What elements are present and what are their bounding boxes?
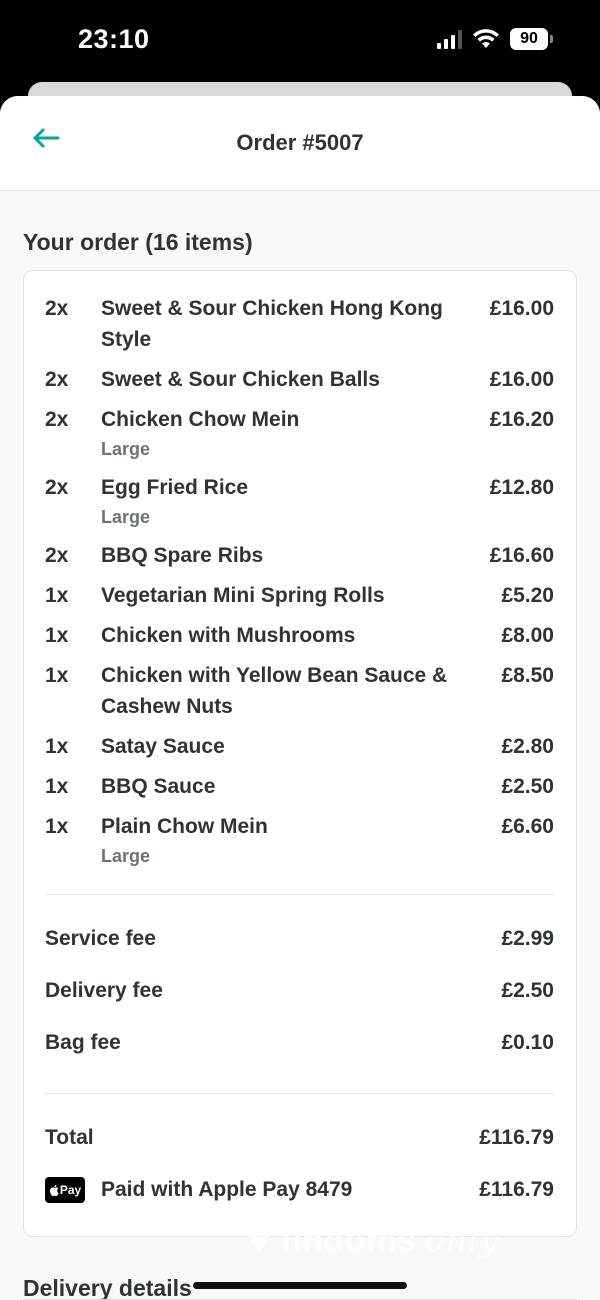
order-section-title: Your order (16 items) bbox=[23, 229, 253, 255]
item-quantity: 2x bbox=[45, 297, 69, 320]
fee-label: Service fee bbox=[45, 927, 156, 950]
payment-amount: £116.79 bbox=[479, 1178, 554, 1201]
item-details bbox=[101, 660, 501, 722]
item-name: BBQ Spare Ribs bbox=[101, 544, 264, 567]
order-sheet bbox=[0, 96, 600, 1300]
fee-amount: £2.50 bbox=[501, 979, 554, 1002]
order-item-row bbox=[45, 472, 554, 531]
home-indicator[interactable] bbox=[193, 1282, 407, 1289]
fee-label: Bag fee bbox=[45, 1031, 121, 1054]
item-details bbox=[101, 731, 501, 762]
total-row bbox=[45, 1112, 554, 1164]
item-name: Chicken with Yellow Bean Sauce & Cashew Nuts bbox=[101, 664, 448, 718]
payment-method bbox=[45, 1177, 352, 1203]
apple-pay-badge-text: Pay bbox=[59, 1183, 82, 1197]
item-details bbox=[101, 620, 501, 651]
item-details bbox=[101, 580, 501, 611]
watermark bbox=[246, 1215, 499, 1264]
item-quantity: 1x bbox=[45, 775, 69, 798]
item-quantity: 2x bbox=[45, 408, 69, 431]
item-details bbox=[101, 811, 501, 870]
order-item-row bbox=[45, 660, 554, 722]
item-quantity: 2x bbox=[45, 476, 69, 499]
item-details bbox=[101, 540, 490, 571]
item-price: £5.20 bbox=[501, 584, 554, 607]
item-price: £16.00 bbox=[489, 368, 554, 391]
order-item-row bbox=[45, 293, 554, 355]
arrow-left-icon bbox=[32, 128, 60, 148]
item-price: £16.00 bbox=[489, 297, 554, 320]
fee-label: Delivery fee bbox=[45, 979, 163, 1002]
item-price: £16.20 bbox=[489, 408, 554, 431]
fee-row bbox=[45, 1017, 554, 1069]
item-name: Satay Sauce bbox=[101, 735, 225, 758]
order-card bbox=[23, 270, 577, 1237]
item-name: Chicken with Mushrooms bbox=[101, 624, 356, 647]
payment-label: Paid with Apple Pay 8479 bbox=[101, 1178, 353, 1201]
item-name: Egg Fried Rice bbox=[101, 476, 249, 499]
item-details bbox=[101, 472, 490, 531]
item-price: £16.60 bbox=[489, 544, 554, 567]
order-item-row bbox=[45, 731, 554, 762]
item-quantity: 1x bbox=[45, 624, 69, 647]
apple-pay-badge bbox=[45, 1177, 85, 1203]
item-price: £8.50 bbox=[501, 664, 554, 687]
item-price: £2.50 bbox=[501, 775, 554, 798]
item-quantity: 2x bbox=[45, 544, 69, 567]
item-quantity: 1x bbox=[45, 584, 69, 607]
order-item-row bbox=[45, 580, 554, 611]
total-label: Total bbox=[45, 1126, 94, 1149]
apple-logo-icon bbox=[49, 1184, 59, 1196]
fees-list bbox=[45, 895, 554, 1069]
order-item-row bbox=[45, 811, 554, 870]
item-name: Sweet & Sour Chicken Balls bbox=[101, 368, 380, 391]
item-details bbox=[101, 404, 490, 463]
status-time: 23:10 bbox=[78, 24, 150, 54]
order-item-row bbox=[45, 364, 554, 395]
order-items-list bbox=[45, 293, 554, 870]
battery-icon: 90 bbox=[510, 28, 548, 50]
item-option: Large bbox=[101, 846, 151, 866]
total-amount: £116.79 bbox=[479, 1126, 554, 1149]
item-option: Large bbox=[101, 439, 151, 459]
status-icons bbox=[437, 28, 548, 50]
totals bbox=[45, 1094, 554, 1216]
fee-amount: £2.99 bbox=[501, 927, 554, 950]
order-item-row bbox=[45, 540, 554, 571]
page-title: Order #5007 bbox=[236, 130, 364, 155]
heart-icon: ♥ bbox=[246, 1215, 273, 1264]
signal-icon bbox=[437, 29, 462, 49]
item-quantity: 1x bbox=[45, 735, 69, 758]
item-quantity: 2x bbox=[45, 368, 69, 391]
item-details bbox=[101, 293, 490, 355]
item-price: £12.80 bbox=[489, 476, 554, 499]
back-button[interactable] bbox=[28, 120, 64, 156]
item-name: Vegetarian Mini Spring Rolls bbox=[101, 584, 385, 607]
item-quantity: 1x bbox=[45, 664, 69, 687]
order-item-row bbox=[45, 771, 554, 802]
header bbox=[0, 96, 600, 191]
item-option: Large bbox=[101, 507, 151, 527]
order-item-row bbox=[45, 620, 554, 651]
fee-row bbox=[45, 965, 554, 1017]
order-item-row bbox=[45, 404, 554, 463]
item-details bbox=[101, 364, 490, 395]
item-quantity: 1x bbox=[45, 815, 69, 838]
item-price: £2.80 bbox=[501, 735, 554, 758]
item-name: Sweet & Sour Chicken Hong Kong Style bbox=[101, 297, 443, 351]
item-price: £6.60 bbox=[501, 815, 554, 838]
fee-amount: £0.10 bbox=[501, 1031, 554, 1054]
watermark-script: only bbox=[424, 1220, 499, 1260]
item-details bbox=[101, 771, 501, 802]
item-name: Plain Chow Mein bbox=[101, 815, 268, 838]
delivery-section-title: Delivery details bbox=[23, 1275, 192, 1300]
watermark-brand: findoms bbox=[280, 1220, 417, 1259]
fee-row bbox=[45, 913, 554, 965]
item-price: £8.00 bbox=[501, 624, 554, 647]
wifi-icon bbox=[472, 29, 500, 49]
item-name: BBQ Sauce bbox=[101, 775, 216, 798]
payment-row bbox=[45, 1164, 554, 1216]
item-name: Chicken Chow Mein bbox=[101, 408, 300, 431]
